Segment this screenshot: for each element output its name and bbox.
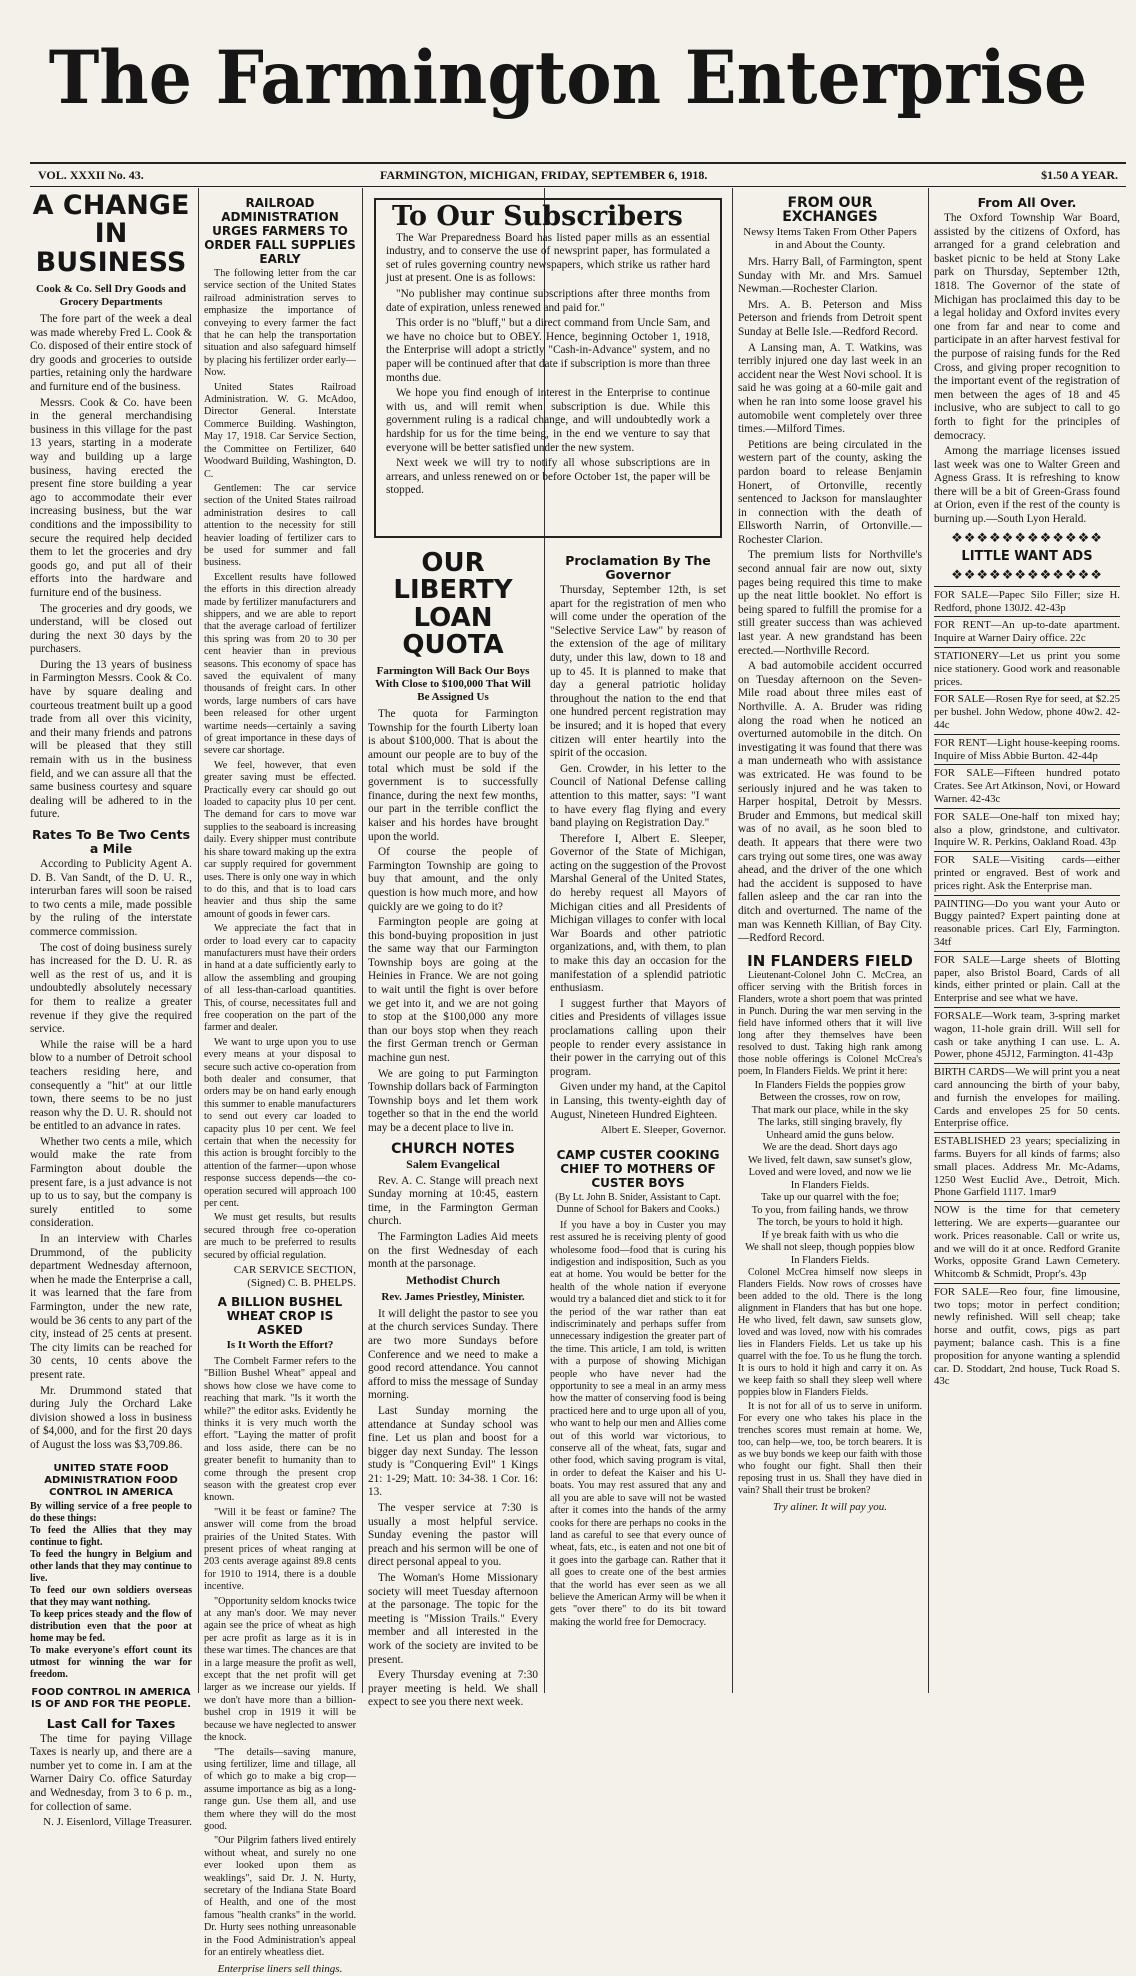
article-paragraph: "The details—saving manure, using fertilizer, lime and tillage, all of which go to make a big crop—assume importance as big as a long-range gun. Use them all, and use them where they will do the most good.	[204, 1746, 356, 1832]
want-ad: FOR SALE—Visiting cards—either printed or engraved. Best of work and prices right. Ask the Enterprise man.	[934, 851, 1120, 894]
column-6	[934, 190, 1120, 1690]
poem-line: In Flanders Fields the poppies grow	[754, 1079, 906, 1091]
headline-church-notes: CHURCH NOTES	[391, 1140, 515, 1157]
article-paragraph: The fore part of the week a deal was made whereby Fred L. Cook & Co. disposed of their entire stock of dry goods and groceries to outside parties, retaining only the hardware and furniture end of the business.	[30, 313, 192, 393]
subhead-cook-co: Cook & Co. Sell Dry Goods and Grocery Departments	[35, 283, 187, 309]
place-date: FARMINGTON, MICHIGAN, FRIDAY, SEPTEMBER 6, 1918.	[380, 168, 708, 182]
methodist-minister: Rev. James Priestley, Minister.	[381, 1290, 525, 1303]
flanders-after: Colonel McCrea himself now sleeps in Flanders Fields. Now rows of crosses have been added to the old. There is the long alignment in Flanders that has but one hope. He who lived, felt dawn, saw sunsets glow, loved and was loved, now with his comrades lies in Flanders Fields. Let us take up his quarrel with the foe. To us he flung the torch. It is ours to hold it high and carry it on. As we keep faith so shall they sleep well where poppies blow in Flanders Fields.	[738, 1267, 922, 1399]
church-paragraph: Every Thursday evening at 7:30 prayer meeting is held. We shall expect to see you there next week.	[368, 1669, 538, 1709]
poem-line: In Flanders Fields.	[790, 1254, 870, 1266]
exchange-item: Mrs. A. B. Peterson and Miss Peterson and friends from Detroit spent Sunday at Belle Isle.—Redford Record.	[738, 298, 922, 338]
subhead-liberty-loan: Farmington Will Back Our Boys With Close to $100,000 That Will Be Assigned Us	[375, 665, 531, 704]
poem-line: In Flanders Fields.	[790, 1179, 870, 1191]
proclamation-paragraph: Therefore I, Albert E. Sleeper, Governor of the State of Michigan, acting on the suggestion of the Provost Marshal General of the United States, do hereby request all Mayors of Michigan cities and all Presidents of Michigan villages to confer with local War Boards and other patriotic organizations, and, with them, to plan to make this day an occasion for the manifestation of a splendid patriotic enthusiasm.	[550, 832, 726, 995]
subhead-methodist: Methodist Church	[405, 1272, 501, 1287]
food-control-line: To feed our own soldiers overseas that they may want nothing.	[30, 1584, 192, 1608]
taxes-notice: The time for paying Village Taxes is nearly up, and there are a number yet to come in. I am at the Warner Dairy Co. office Saturday and Wednesday, from 3 to 6 p. m., for collection of same.	[30, 1732, 192, 1813]
railroad-signature: CAR SERVICE SECTION, (Signed) C. B. PHELPS.	[233, 1264, 356, 1289]
want-ad: FOR RENT—Light house-keeping rooms. Inquire of Miss Abbie Burton. 42-44p	[934, 734, 1120, 765]
article-paragraph: According to Publicity Agent A. D. B. Van Sandt, of the D. U. R., interurban fares will soon be raised to two cents a mile, made possible by the ruling of the interstate commerce commission.	[30, 858, 192, 938]
headline-wheat-crop: A BILLION BUSHEL WHEAT CROP IS ASKED	[217, 1294, 343, 1337]
poem-line: That mark our place, while in the sky	[751, 1104, 909, 1116]
food-control-line: To keep prices steady and the flow of distribution even that the poor at home may be fed.	[30, 1608, 192, 1644]
poem-line: To you, from failing hands, we throw	[751, 1204, 909, 1216]
poem-line: We shall not sleep, though poppies blow	[745, 1242, 915, 1254]
food-control-line: To feed the hungry in Belgium and other lands that they may continue to live.	[30, 1548, 192, 1584]
article-paragraph: We feel, however, that even greater saving must be effected. Practically every car should go out loaded to capacity plus 10 per cent. The demand for cars to move war supplies to the seaboard is increasing daily. Every shipper must contribute his share toward making up the extra car supply required for government uses. There is only one way in which to do this, and that is to load cars heavier and thus ship the same amount of goods in fewer cars.	[204, 759, 356, 920]
article-paragraph: The groceries and dry goods, we understand, will be closed out during the next 30 days by the purchasers.	[30, 602, 192, 656]
poem-line: We are the dead. Short days ago	[762, 1142, 898, 1154]
church-paragraph: The Woman's Home Missionary society will meet Tuesday afternoon at the parsonage. The topic for the meeting is "Mission Trails." Every member and all interested in the work of the society are invited to be present.	[368, 1572, 538, 1666]
article-paragraph: Messrs. Cook & Co. have been in the general merchandising business in this village for the past 13 years, starting in a moderate way and building up a large business, having erected the present fine store building a year ago to accommodate their ever increasing business, but the war conditions and the impossibility to secure the required help decided them to let the groceries and dry goods go, and put all of their efforts into the hardware and furniture end of the business.	[30, 396, 192, 599]
proclamation-paragraph: Given under my hand, at the Capitol in Lansing, this twenty-eighth day of August, Nineteen Hundred Eighteen.	[550, 1081, 726, 1121]
box-title: To Our Subscribers	[392, 201, 683, 232]
want-ad: NOW is the time for that cemetery lettering. We are experts—guarantee our work. Prices reasonable. Call or write us, and we will do it at once. Redford Granite Works, opposite Grand Lawn Cemetery. Whitcomb & Schmidt, Propr's. 43p	[934, 1201, 1120, 1283]
column-5	[738, 190, 922, 1690]
article-paragraph: The following letter from the car service section of the United States railroad administration serves to emphasize the importance of conveying to every farmer the fact that he can help the transportation situation and also safeguard himself by placing his fertilizer order early—Now.	[204, 268, 356, 379]
headline-railroad: RAILROAD ADMINISTRATION URGES FARMERS TO ORDER FALL SUPPLIES EARLY	[204, 196, 356, 266]
headline-exchanges: FROM OUR EXCHANGES	[782, 195, 878, 225]
church-paragraph: It will delight the pastor to see you at the church services Sunday. There are two more Sundays before Conference and we need to make a good record attendance. You cannot afford to miss the message of Sunday morning.	[368, 1307, 538, 1402]
want-ad: FOR RENT—An up-to-date apartment. Inquire at Warner Dairy office. 22c	[934, 616, 1120, 647]
want-ad: PAINTING—Do you want your Auto or Buggy painted? Expert painting done at reasonable prices. Carl Ely, Farmington. 34tf	[934, 895, 1120, 951]
want-ad: FOR SALE—One-half ton mixed hay; also a plow, grindstone, and cultivator. Inquire W. R. Perkins, Oakland Road. 43p	[934, 808, 1120, 851]
poem-line: The torch, be yours to hold it high.	[756, 1217, 904, 1229]
food-control-heading: UNITED STATE FOOD ADMINISTRATION FOOD CONTROL IN AMERICA	[44, 1462, 178, 1498]
article-paragraph: If you have a boy in Custer you may rest assured he is receiving plenty of good wholesome food—food that is curing his indigestion and indisposition, Such as you eat at home. You would be better for the health of the whole nation if everyone would try a balanced diet and stick to it for the period of the war rather than eat indiscriminately and perhaps suffer from unnecessary indigestion the greater part of the time. This article, I am told, is written with a purpose of showing Michigan people who have never had the opportunity to see a meal in an army mess how the matter of conserving food is being practiced here and to urge upon all of you, who want to help our men and Allies come out of this world war victorious, to conserve all of the wheat, fats, sugar and other food, which saving program is vital, in order to defeat the Kaiser and his U-boats. You may rest assured that any and all you are able to save will not be wasted after it comes into the hands of the army cooks for there are perhaps no cooks in the land as careful to see that every ounce of wheat, fats, etc., is eaten and not one bit of it goes into the garbage can. Rather that it all goes to create one of the best armies that the world has ever seen as we all believe the American Army will be when it gets "over there" to do its bit toward making the world free for Democracy.	[550, 1219, 726, 1628]
newspaper-page	[10, 0, 1126, 1976]
article-paragraph: We are going to put Farmington Township dollars back of Farmington Township boys and let them work together so that in the end the world may be a decent place to live in.	[368, 1067, 538, 1134]
food-control-line: To feed the Allies that they may continue to fight.	[30, 1524, 192, 1548]
article-paragraph: Farmington people are going at this bond-buying proposition in just the same way that our Farmington Township boys are going at the Heinies in France. We are not going to wait until the fight is over before we get into it, and we are not going to stop at the $100,000 any more than our boys stop when they reach the first German trench or German machine gun nest.	[368, 916, 538, 1065]
article-paragraph: The Cornbelt Farmer refers to the "Billion Bushel Wheat" appeal and shows how close we have come to reaching that mark. "Is it worth the while?" the editor asks. Evidently he thinks it is very much worth the effort. "Laying the matter of profit and loss aside, there can be no greater benefit to humanity than to come through the present crop season with the greatest crop ever known.	[204, 1355, 356, 1504]
want-ad: FOR SALE—Large sheets of Blotting paper, also Bristol Board, Cards of all kinds, either printed or plain. Call at the Enterprise and see what we have.	[934, 951, 1120, 1007]
headline-rates: Rates To Be Two Cents a Mile	[31, 827, 191, 856]
headline-want-ads: LITTLE WANT ADS	[961, 549, 1093, 565]
governor-signature: Albert E. Sleeper, Governor.	[600, 1124, 726, 1137]
proclamation-paragraph: Thursday, September 12th, is set apart for the registration of men who will come under the operation of the "Selective Service Law" by reason of the extension of the age of military duty, under this law, down to 18 and up to 45. It is planned to make that day a general patriotic holiday throughout the nation to the end that one hundred percent registration may be insured; and it is hoped that every citizen will enter heartily into the spirit of the occasion.	[550, 584, 726, 760]
church-paragraph: Rev. A. C. Stange will preach next Sunday morning at 10:45, eastern time, in the Farmington German church.	[368, 1174, 538, 1228]
dateline	[30, 162, 1126, 187]
headline-change-in-business: A CHANGE IN BUSINESS	[32, 190, 190, 278]
exchange-item: The premium lists for Northville's second annual fair are now out, sixty pages being required this time to make up the neat little booklet. No effort is being spared to fulfill the promise for a still greater success than was achieved last year. A new grandstand has been erected.—Northville Record.	[738, 549, 922, 657]
column-rule	[732, 188, 733, 1693]
article-paragraph: We must get results, but results secured through free co-operation are much to be preferred to results secured by official regulation.	[204, 1212, 356, 1261]
want-ad: ESTABLISHED 23 years; specializing in farms. Buyers for all kinds of farms; also small places. Address Mr. Mc-Adams, 1250 West Euclid Ave., Detroit, Mich. Phone Garfield 1117. 1mar9	[934, 1132, 1120, 1201]
article-paragraph: "Will it be feast or famine? The answer will come from the broad prairies of the United States. With present prices of wheat ranging at 203 cents average against 89.8 cents for 1910 to 1914, there is a double incentive.	[204, 1506, 356, 1593]
subhead-wheat: Is It Worth the Effort?	[226, 1338, 334, 1351]
church-paragraph: Last Sunday morning the attendance at Sunday school was fine. Let us plan and boost for a bigger day next Sunday. The lesson study is "Conquering Evil" 1 Kings 21: 1-29; Matt. 10: 34-38. 1 Cor. 16: 13.	[368, 1404, 538, 1499]
article-paragraph: United States Railroad Administration. W. G. McAdoo, Director General. Interstate Commerce Building. Washington, May 17, 1918. Car Service Section, the Committee on Fertilizer, 640 Woodward Building, Washington, D. C.	[204, 381, 356, 480]
exchange-item: A Lansing man, A. T. Watkins, was terribly injured one day last week in an accident near the West Novi school. It is said he was going at a 60-mile gait and when he ran into some loose gravel his automobile went completely over three times.—Milford Times.	[738, 341, 922, 436]
poem-line: If ye break faith with us who die	[761, 1229, 899, 1241]
column-4	[550, 548, 726, 1690]
notice-paragraph: The War Preparedness Board has listed paper mills as an essential industry, and to conserve the use of newsprint paper, has formulated a set of rules governing country newspapers, which strike us rather hard just at present. One is as follows:	[386, 231, 710, 285]
article-paragraph: We appreciate the fact that in order to load every car to capacity manufacturers must have their orders in hand at a date sufficiently early to allow the assembling and grouping of all less-than-carload quantities. This, of course, necessitates full and free cooperation on the part of the farmer and dealer.	[204, 923, 356, 1034]
exchange-item: Petitions are being circulated in the western part of the county, asking the pardon board to release Benjamin Honert, of Ortonville, recently sentenced to Jackson for manslaughter in connection with the death of Ellsworth Narrin, of Ortonville.—Rochester Clarion.	[738, 438, 922, 546]
food-control-footer: FOOD CONTROL IN AMERICA IS OF AND FOR THE PEOPLE.	[30, 1686, 192, 1710]
food-control-line: To make everyone's effort count its utmost for winning the war for freedom.	[30, 1644, 192, 1680]
church-paragraph: The Farmington Ladies Aid meets on the first Wednesday of each month at the parsonage.	[368, 1230, 538, 1271]
article-paragraph: We want to urge upon you to use every means at your disposal to secure such active co-operation from both dealer and consumer, that orders may be on hand early enough this summer to enable manufacturers to send out every car loaded to capacity plus 10 per cent. We feel certain that when the necessity for this action is brought forcibly to the attention of the farmer—upon whose response success depends—the co-operation secured will approach 100 per cent.	[204, 1036, 356, 1210]
poem-line: Unheard amid the guns below.	[766, 1129, 894, 1141]
article-paragraph: Whether two cents a mile, which would make the rate from Farmington about double the present fare, is a just advance is not up to us to say, but the company is surely entitled to some consideration.	[30, 1135, 192, 1230]
article-paragraph: The Oxford Township War Board, assisted by the citizens of Oxford, has arranged for a grand celebration and basket picnic to be held at Stony Lake park on Thursday, September 12th, 1818. The Governor of the state of Michigan has proclaimed this day to be a legal holiday and Oxford invites every one from far and near to come and participate in an after harvest festival for the purpose of raising funds for the Red Cross, and giving proper recognition to the important event of the registration of men between the ages of 18 and 45 inclusive, who are subject to call to go forth to fight for the principles of democracy.	[934, 212, 1120, 442]
notice-paragraph: Next week we will try to notify all whose subscriptions are in arrears, and unless renewed on or before October 1st, the paper will be stopped.	[386, 457, 710, 497]
ornament-border: ❖❖❖❖❖❖❖❖❖❖❖❖	[951, 567, 1103, 583]
headline-liberty-loan: OUR LIBERTY LOAN QUOTA	[393, 548, 513, 660]
article-paragraph: "Our Pilgrim fathers lived entirely without wheat, and surely no one ever looked upon them as weaklings", said Dr. J. N. Hurty, secretary of the Indiana State Board of Health, and one of the most famous "health cranks" in the world. Dr. Hurty sees nothing unreasonable in the Food Administration's appeal for an entirely wheatless diet.	[204, 1835, 356, 1958]
poem-line: Take up our quarrel with the foe;	[760, 1192, 900, 1204]
flanders-intro: Lieutenant-Colonel John C. McCrea, an officer serving with the British forces in Flanders, wrote a short poem that was printed in Punch. During the war men serving in the field have informed others that it will live long after they themselves have been resolved to dust. Taking high rank among those noble offerings is Colonel McCrea's poem, In Flanders Fields. We print it here:	[738, 969, 922, 1077]
ornament-border: ❖❖❖❖❖❖❖❖❖❖❖❖	[951, 529, 1103, 545]
column-rule	[198, 188, 199, 1693]
column-rule	[928, 188, 929, 1693]
food-control-line: By willing service of a free people to do these things:	[30, 1500, 192, 1524]
subhead-camp-custer: (By Lt. John B. Snider, Assistant to Capt. Dunne of School for Bakers and Cooks.)	[555, 1191, 721, 1215]
column-3	[368, 548, 538, 1709]
exchange-item: Mrs. Harry Ball, of Farmington, spent Sunday with Mr. and Mrs. Samuel Newman.—Rochester Clarion.	[738, 256, 922, 296]
volume-number: VOL. XXXII No. 43.	[38, 168, 144, 182]
want-ad: FOR SALE—Papec Silo Filler; size H. Redford, phone 130J2. 42-43p	[934, 586, 1120, 617]
want-ad: FOR SALE—Rosen Rye for seed, at $2.25 per bushel. John Wedow, phone 40w2. 42-44c	[934, 690, 1120, 733]
church-paragraph: The vesper service at 7:30 is usually a most helpful service. Sunday evening the pastor will preach and his sermon will be one of direct personal appeal to you.	[368, 1502, 538, 1569]
flanders-after-2: It is not for all of us to serve in uniform. For every one who takes his place in the trenches scores must remain at home. We, too, can help—we, too, be torch bearers. It is as we buy bonds we keep our faith with those who fought our fight. Shall then their reposing trust in us. Shall they have died in vain? Shall their trust be broken?	[738, 1401, 922, 1497]
article-paragraph: In an interview with Charles Drummond, of the publicity department Wednesday afternoon, when he made the Enterprise a call, it was learned that the fare from Farmington, under the new rate, would be 36 cents to any part of the city, instead of 25 cents at present. The city limits can be reached for 30 cents, 10 cents above the present rate.	[30, 1233, 192, 1381]
aliner-footer: Try aliner. It will pay you.	[773, 1501, 887, 1514]
want-ad: STATIONERY—Let us print you some nice stationery. Good work and reasonable prices.	[934, 647, 1120, 690]
subscription-price: $1.50 A YEAR.	[1041, 168, 1118, 182]
headline-from-all-over: From All Over.	[977, 195, 1077, 210]
notice-paragraph: "No publisher may continue subscriptions after three months from date of expiration, unless renewed and paid for."	[386, 287, 710, 314]
want-ad: FORSALE—Work team, 3-spring market wagon, 11-hole grain drill. Will sell for cash or take anything I can use. L. A. Power, phone 45J12, Farmington. 41-43p	[934, 1007, 1120, 1063]
column-2	[204, 190, 356, 1976]
article-paragraph: Among the marriage licenses issued last week was one to Walter Green and Agness Grass. It is refreshing to know there will be a bit of Green-Grass found at Orion, even if the rest of the county is burning up.—South Lyon Herald.	[934, 445, 1120, 526]
article-paragraph: The quota for Farmington Township for the fourth Liberty loan is about $100,000. That is about the amount our people are to buy of the total which must be sold if the government is to successfully finance, during the next few months, our part in the terrible conflict the kaiser and his hordes have brought upon the world.	[368, 708, 538, 843]
headline-taxes: Last Call for Taxes	[46, 1715, 176, 1731]
notice-paragraph: This order is no "bluff," but a direct command from Uncle Sam, and we have no choice but to OBEY. Hence, beginning October 1, 1918, the Enterprise will adopt a strictly "Cash-in-Advance" system, and no paper will be continued after that date if subscription is more than three months due.	[386, 317, 710, 384]
column-1	[30, 190, 192, 1829]
poem-line: We lived, felt dawn, saw sunset's glow,	[748, 1154, 912, 1166]
column-rule	[362, 188, 363, 1693]
article-paragraph: While the raise will be a hard blow to a number of Detroit school teachers residing here, and consequently a "hit" at our little town, there seems to be no just reason why the D. U. R. should not be entitled to an advance in rates.	[30, 1038, 192, 1133]
article-paragraph: "Opportunity seldom knocks twice at any man's door. We may never again see the price of wheat as high per acre profit as large as it is in these war times. The chances are that in a large measure the profit as well, except that the net profit will get larger as we increase our yields. If we don't have more than a billion-bushel crop in 1919 it will be because we have neglected to answer the knock.	[204, 1595, 356, 1744]
article-paragraph: Excellent results have followed the efforts in this direction already made by fertilizer manufacturers and shippers, and we are able to report that the average carload of fertilizer this spring was from 20 to 30 per cent heavier than in previous seasons. This economy of space has saved the equivalent of many thousands of freight cars. In other words, large numbers of cars have been released for other urgent wartime needs—certainly a saving of great importance in these days of severe car shortage.	[204, 571, 356, 757]
article-paragraph: The cost of doing business surely has increased for the D. U. R. as well as the rest of us, and it is undoubtedly absolutely necessary for them to realize a greater revenue if they give the required service.	[30, 941, 192, 1036]
want-ad: BIRTH CARDS—We will print you a neat card announcing the birth of your baby, and furnish the envelopes for mailing. Cards and envelopes 25 for 50 cents. Enterprise office.	[934, 1063, 1120, 1132]
want-ad: FOR SALE—Fifteen hundred potato Crates. See Art Atkinson, Novi, or Howard Warner. 42-43c	[934, 764, 1120, 807]
exchange-item: A bad automobile accident occurred on Tuesday afternoon on the Seven-Mile road about three miles east of Northville. A. A. Bruder was riding along the road when he noticed an overturned automobile in the ditch. On investigating it was found that there was a man underneath who with assistance was extricated. He was found to be seriously injured and he was taken to Harper hospital, Detroit by Messrs. Bruder and Emmons, but medical skill was of no avail, as he soon bled to death. It appears that there were two cars trying out some tires, one was away ahead, and the driver of the one which had the accident is supposed to have fallen asleep and the car ran into the ditch and overturned. The name of the man was Kenneth Killian, of Bay City.—Redford Record.	[738, 660, 922, 945]
headline-camp-custer: CAMP CUSTER COOKING CHIEF TO MOTHERS OF CUSTER BOYS	[556, 1147, 720, 1190]
article-paragraph: During the 13 years of business in Farmington Messrs. Cook & Co. have by square dealing and courteous treatment built up a good trade from all over this vicinity, and their many friends and patrons will be pleased that they still remain with us in the business field, and we can assure all that the same business courtesy and square dealing will be adhered to in the future.	[30, 658, 192, 821]
subscribers-notice-box	[374, 198, 722, 538]
proclamation-paragraph: I suggest further that Mayors of cities and Presidents of villages issue proclamations calling upon their people to render every assistance in their power in the carrying out of this program.	[550, 997, 726, 1078]
taxes-signature: N. J. Eisenlord, Village Treasurer.	[43, 1816, 192, 1829]
headline-proclamation: Proclamation By The Governor	[565, 553, 711, 582]
masthead-title: The Farmington Enterprise	[48, 34, 1088, 122]
subhead-exchanges: Newsy Items Taken From Other Papers in and About the County.	[743, 226, 917, 251]
subhead-salem: Salem Evangelical	[406, 1156, 500, 1171]
proclamation-paragraph: Gen. Crowder, in his letter to the Council of National Defense calling attention to this matter, says: "I want to have every flag flying and every band playing on Registration Day."	[550, 762, 726, 830]
poem-line: Between the crosses, row on row,	[759, 1092, 901, 1104]
notice-paragraph: We hope you find enough of interest in the Enterprise to continue with us, and will remit when subscription is due. While this government ruling is a radical change, and will undoubtedly work a hardship for us for the time being, in the end we venture to say that everyone will be better satisfied under the new system.	[386, 387, 710, 454]
want-ad: FOR SALE—Reo four, fine limousine, two tops; motor in perfect condition; newly refinished. Will sell cheap; take horse and outfit, cows, pigs as part payment; balance cash. This is a fine proposition for anyone wanting a splendid car. D. Stoddart, 2nd house, Tuck Road S. 43c	[934, 1283, 1120, 1390]
liners-footer: Enterprise liners sell things.	[217, 1963, 343, 1976]
article-paragraph: Mr. Drummond stated that during July the Orchard Lake division showed a loss in business of $4,000, and for the first 20 days of August the loss was $3,709.86.	[30, 1384, 192, 1451]
article-paragraph: Gentlemen: The car service section of the United States railroad administration desires to call attention to the necessity for still heavier loading of fertilizer cars to be used for summer and fall business.	[204, 482, 356, 569]
poem-line: Loved and were loved, and now we lie	[748, 1167, 912, 1179]
headline-flanders: IN FLANDERS FIELD	[747, 951, 913, 970]
poem-line: The larks, still singing bravely, fly	[757, 1117, 903, 1129]
article-paragraph: Of course the people of Farmington Township are going to buy that amount, and the only question is how much more, and how quickly are we going to do it?	[368, 846, 538, 913]
